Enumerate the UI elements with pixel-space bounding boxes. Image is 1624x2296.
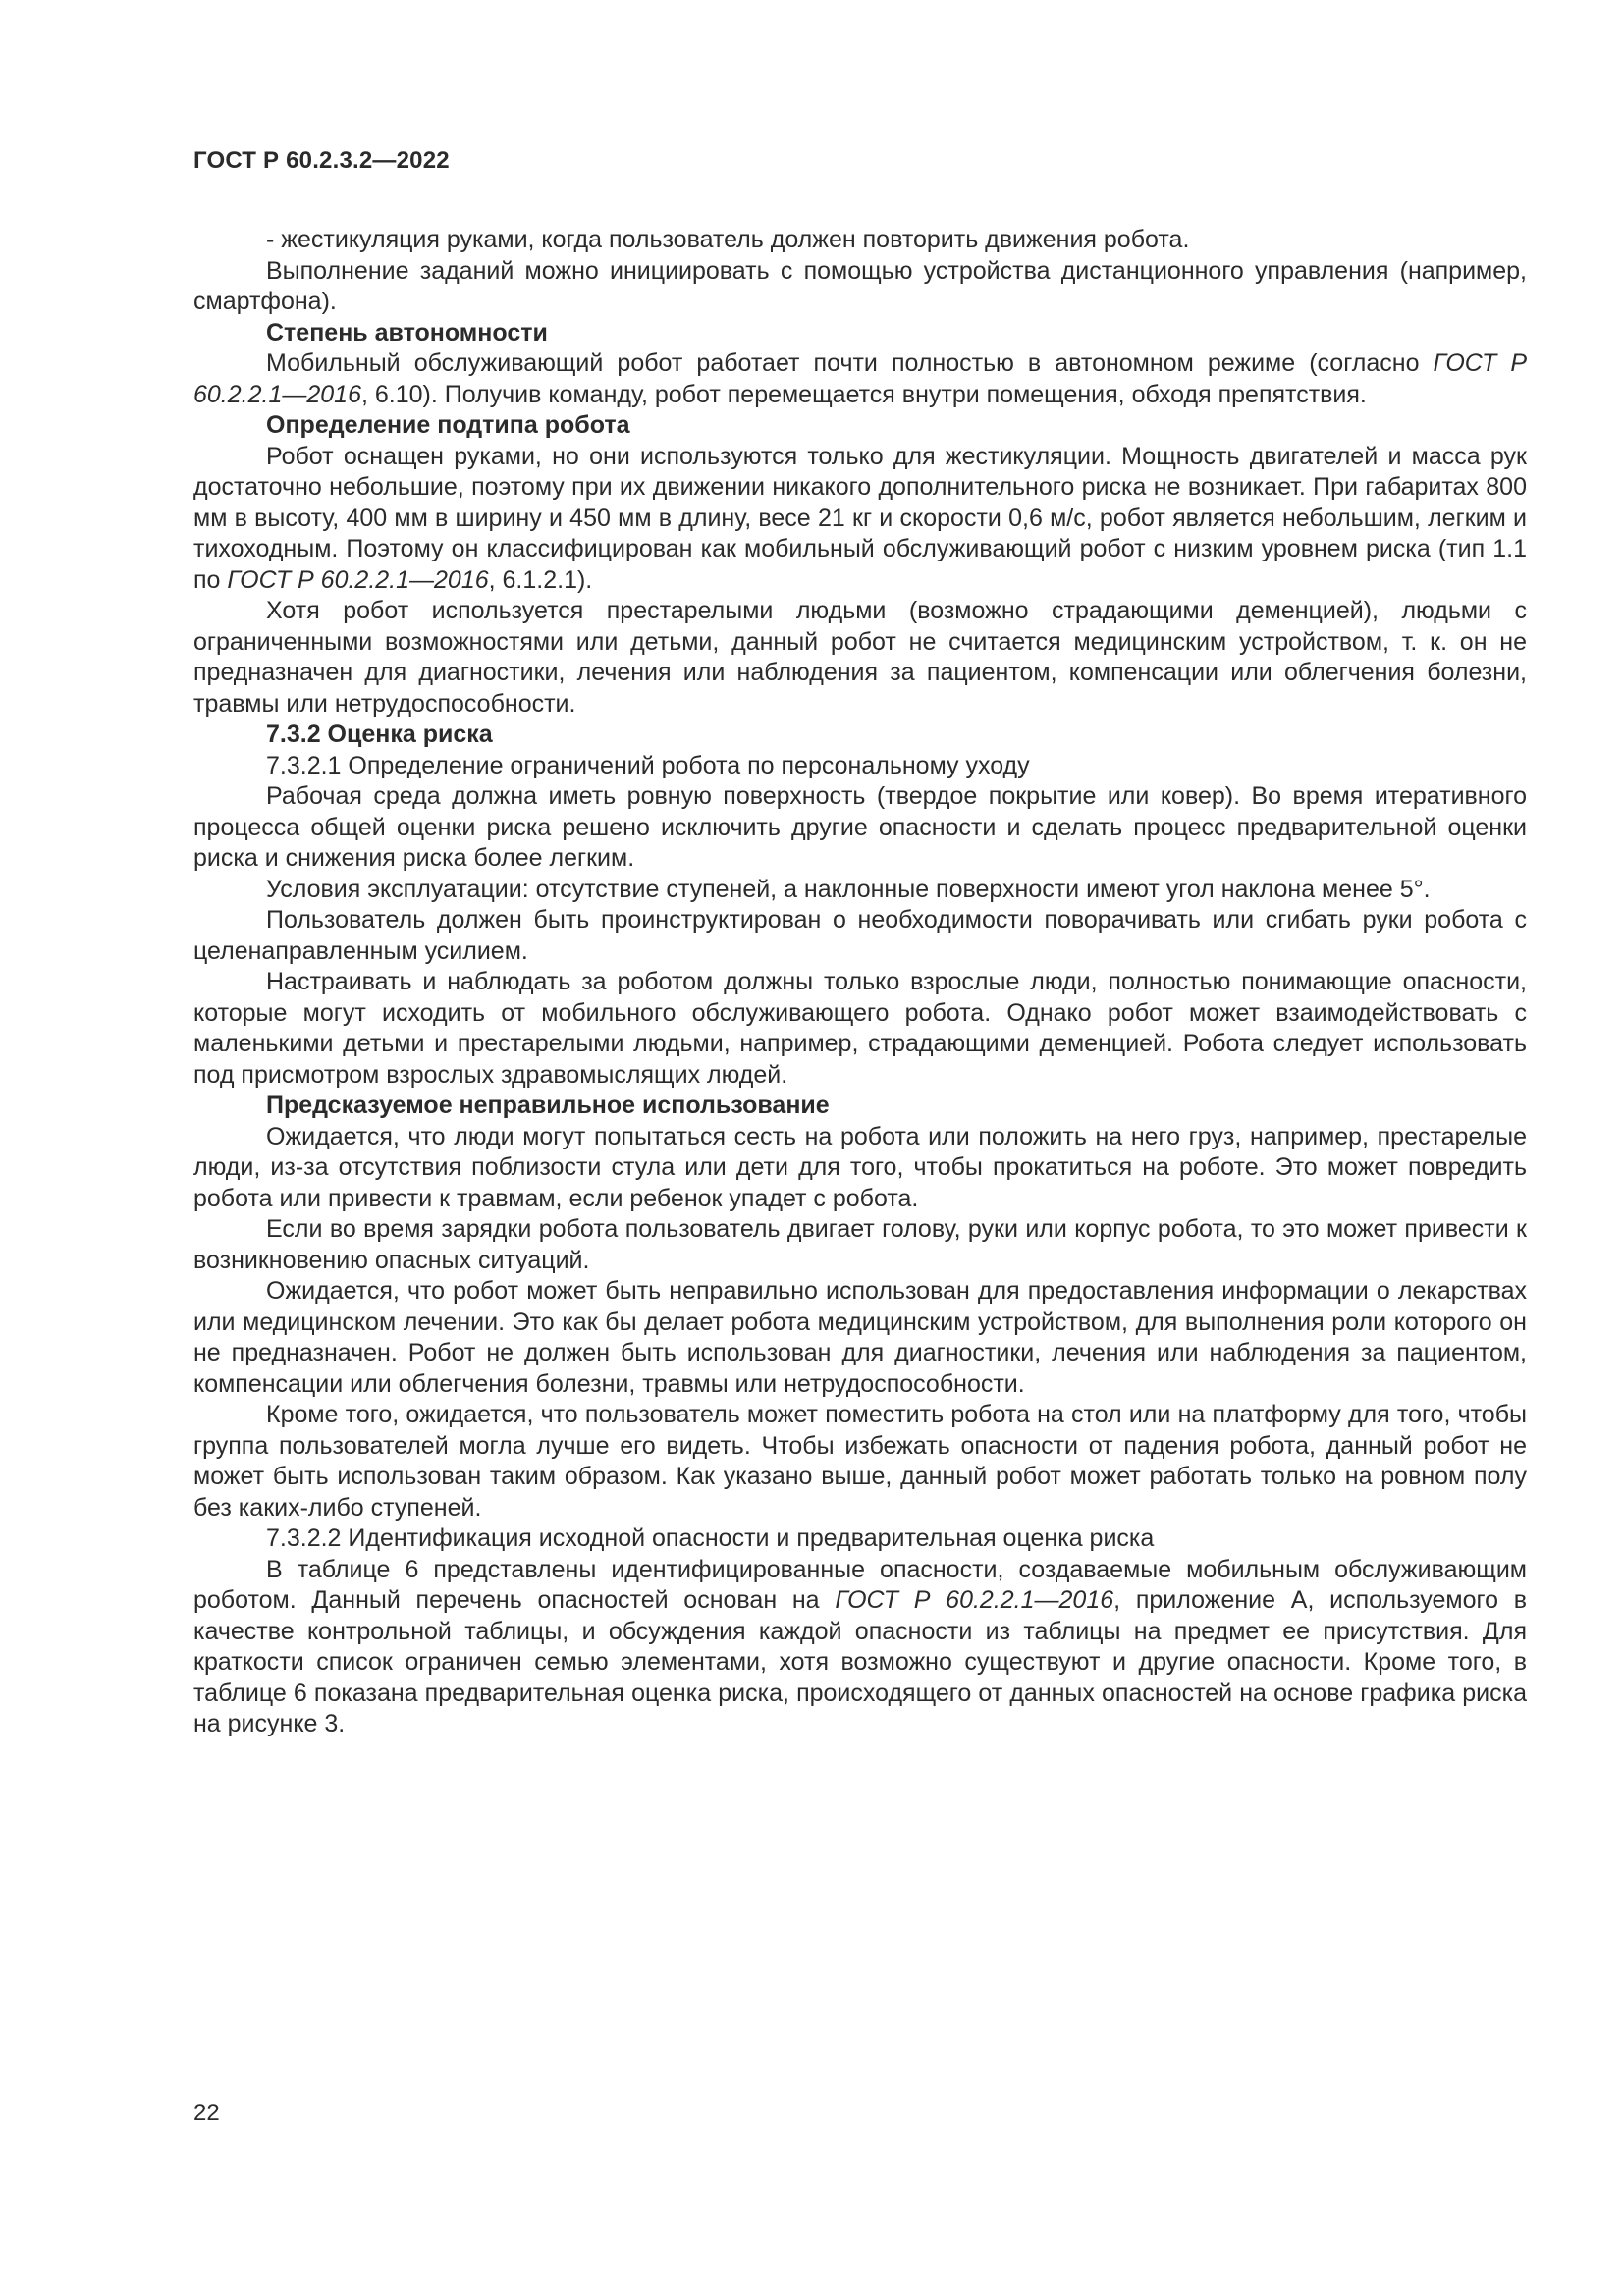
text-segment: Условия эксплуатации: отсутствие ступеней, а наклонные поверхности имеют угол наклона менее 5°. <box>266 875 1431 903</box>
section-7-3-2-2-heading <box>193 1523 1527 1555</box>
table-6-paragraph <box>193 1555 1527 1740</box>
text-segment: 7.3.2 Оценка риска <box>266 721 493 748</box>
text-segment: В таблице 6 представлены идентифицированные опасности, создаваемые мобильным обслуживающим роботом. Данный перечень опасностей основан на <box>193 1555 1527 1614</box>
document-body <box>193 225 1527 1740</box>
medical-device-paragraph <box>193 596 1527 720</box>
text-segment: Настраивать и наблюдать за роботом должны только взрослые люди, полностью понимающие опасности, которые могут исходить от мобильного обслуживающего робота. Однако робот может взаимодействовать с маленькими детьми и престарелыми людьми, например, страдающими деменцией. Робота следует использовать под присмотром взрослых здравомыслящих людей. <box>193 968 1527 1089</box>
table-placement-paragraph <box>193 1400 1527 1523</box>
text-segment: Определение подтипа робота <box>266 411 630 439</box>
text-segment: Хотя робот используется престарелыми людьми (возможно страдающими деменцией), людьми с ограниченными возможностями или детьми, данный робот не считается медицинским устройством, т. к. он не предназначен для диагностики, лечения или наблюдения за пациентом, компенсации или облегчения болезни, травмы или нетрудоспособности. <box>193 597 1527 718</box>
subtype-heading <box>193 410 1527 442</box>
text-segment: Если во время зарядки робота пользователь двигает голову, руки или корпус робота, то это может привести к возникновению опасных ситуаций. <box>193 1215 1527 1274</box>
operating-conditions-paragraph <box>193 875 1527 906</box>
section-7-3-2-1-heading <box>193 751 1527 782</box>
user-instruction-paragraph <box>193 905 1527 967</box>
gesture-item <box>193 225 1527 256</box>
text-segment: , 6.10). Получив команду, робот перемещается внутри помещения, обходя препятствия. <box>360 380 1367 408</box>
document-reference: ГОСТ Р 60.2.2.1—2016 <box>193 349 1527 408</box>
document-header: ГОСТ Р 60.2.3.2—2022 <box>193 147 450 174</box>
sitting-on-robot-paragraph <box>193 1122 1527 1215</box>
remote-control-paragraph <box>193 256 1527 318</box>
text-segment: Выполнение заданий можно инициировать с помощью устройства дистанционного управления (например, смартфона). <box>193 256 1527 315</box>
text-segment: Ожидается, что робот может быть неправильно использован для предоставления информации о лекарствах или медицинском лечении. Это как бы делает робота медицинским устройством, для выполнения роли которого он не предназначен. Робот не должен быть использован для диагностики, лечения или наблюдения за пациентом, компенсации или облегчения болезни, травмы или нетрудоспособности. <box>193 1277 1527 1398</box>
text-segment: 7.3.2.2 Идентификация исходной опасности и предварительная оценка риска <box>266 1524 1155 1552</box>
medical-misuse-paragraph <box>193 1276 1527 1400</box>
text-segment: Ожидается, что люди могут попытаться сесть на робота или положить на него груз, например, престарелые люди, из-за отсутствия поблизости стула или дети для того, чтобы прокатиться на роботе. Это может повредить робота или привести к травмам, если ребенок упадет с робота. <box>193 1122 1527 1212</box>
section-7-3-2-heading <box>193 720 1527 751</box>
text-segment: Пользователь должен быть проинструктирован о необходимости поворачивать или сгибать руки робота с целенаправленным усилием. <box>193 906 1527 965</box>
charging-paragraph <box>193 1214 1527 1276</box>
text-segment: , 6.1.2.1). <box>488 565 593 594</box>
text-segment: Кроме того, ожидается, что пользователь может поместить робота на стол или на платформу для того, чтобы группа пользователей могла лучше его видеть. Чтобы избежать опасности от падения робота, данный робот не может быть использован таким образом. Как указано выше, данный робот может работать только на ровном полу без каких-либо ступеней. <box>193 1401 1527 1522</box>
environment-paragraph <box>193 781 1527 875</box>
subtype-paragraph <box>193 442 1527 597</box>
text-segment: Рабочая среда должна иметь ровную поверхность (твердое покрытие или ковер). Во время итеративного процесса общей оценки риска решено исключить другие опасности и сделать процесс предварительной оценки риска и снижения риска более легким. <box>193 782 1527 872</box>
autonomy-heading <box>193 318 1527 349</box>
misuse-heading <box>193 1091 1527 1122</box>
text-segment: Предсказуемое неправильное использование <box>266 1092 830 1119</box>
text-segment: Робот оснащен руками, но они используются только для жестикуляции. Мощность двигателей и масса рук достаточно небольшие, поэтому при их движении никакого дополнительного риска не возникает. При габаритах 800 мм в высоту, 400 мм в ширину и 450 мм в длину, весе 21 кг и скорости 0,6 м/с, робот является небольшим, легким и тихоходным. Поэтому он классифицирован как мобильный обслуживающий робот с низким уровнем риска (тип 1.1 по <box>193 442 1527 594</box>
document-reference: ГОСТ Р 60.2.2.1—2016 <box>835 1586 1114 1614</box>
text-segment: - жестикуляция руками, когда пользователь должен повторить движения робота. <box>266 226 1190 253</box>
text-segment: Мобильный обслуживающий робот работает почти полностью в автономном режиме (согласно <box>266 349 1434 377</box>
supervision-paragraph <box>193 967 1527 1091</box>
page-number: 22 <box>193 2100 220 2126</box>
text-segment: Степень автономности <box>266 318 548 347</box>
document-reference: ГОСТ Р 60.2.2.1—2016 <box>227 565 489 594</box>
text-segment: 7.3.2.1 Определение ограничений робота по персональному уходу <box>266 751 1030 779</box>
autonomy-paragraph <box>193 348 1527 410</box>
text-segment: , приложение А, используемого в качестве контрольной таблицы, и обсуждения каждой опасности из таблицы на предмет ее присутствия. Для краткости список ограничен семью элементами, хотя возможно существуют и другие опасности. Кроме того, в таблице 6 показана предварительная оценка риска, происходящего от данных опасностей на основе графика риска на рисунке 3. <box>193 1586 1527 1737</box>
